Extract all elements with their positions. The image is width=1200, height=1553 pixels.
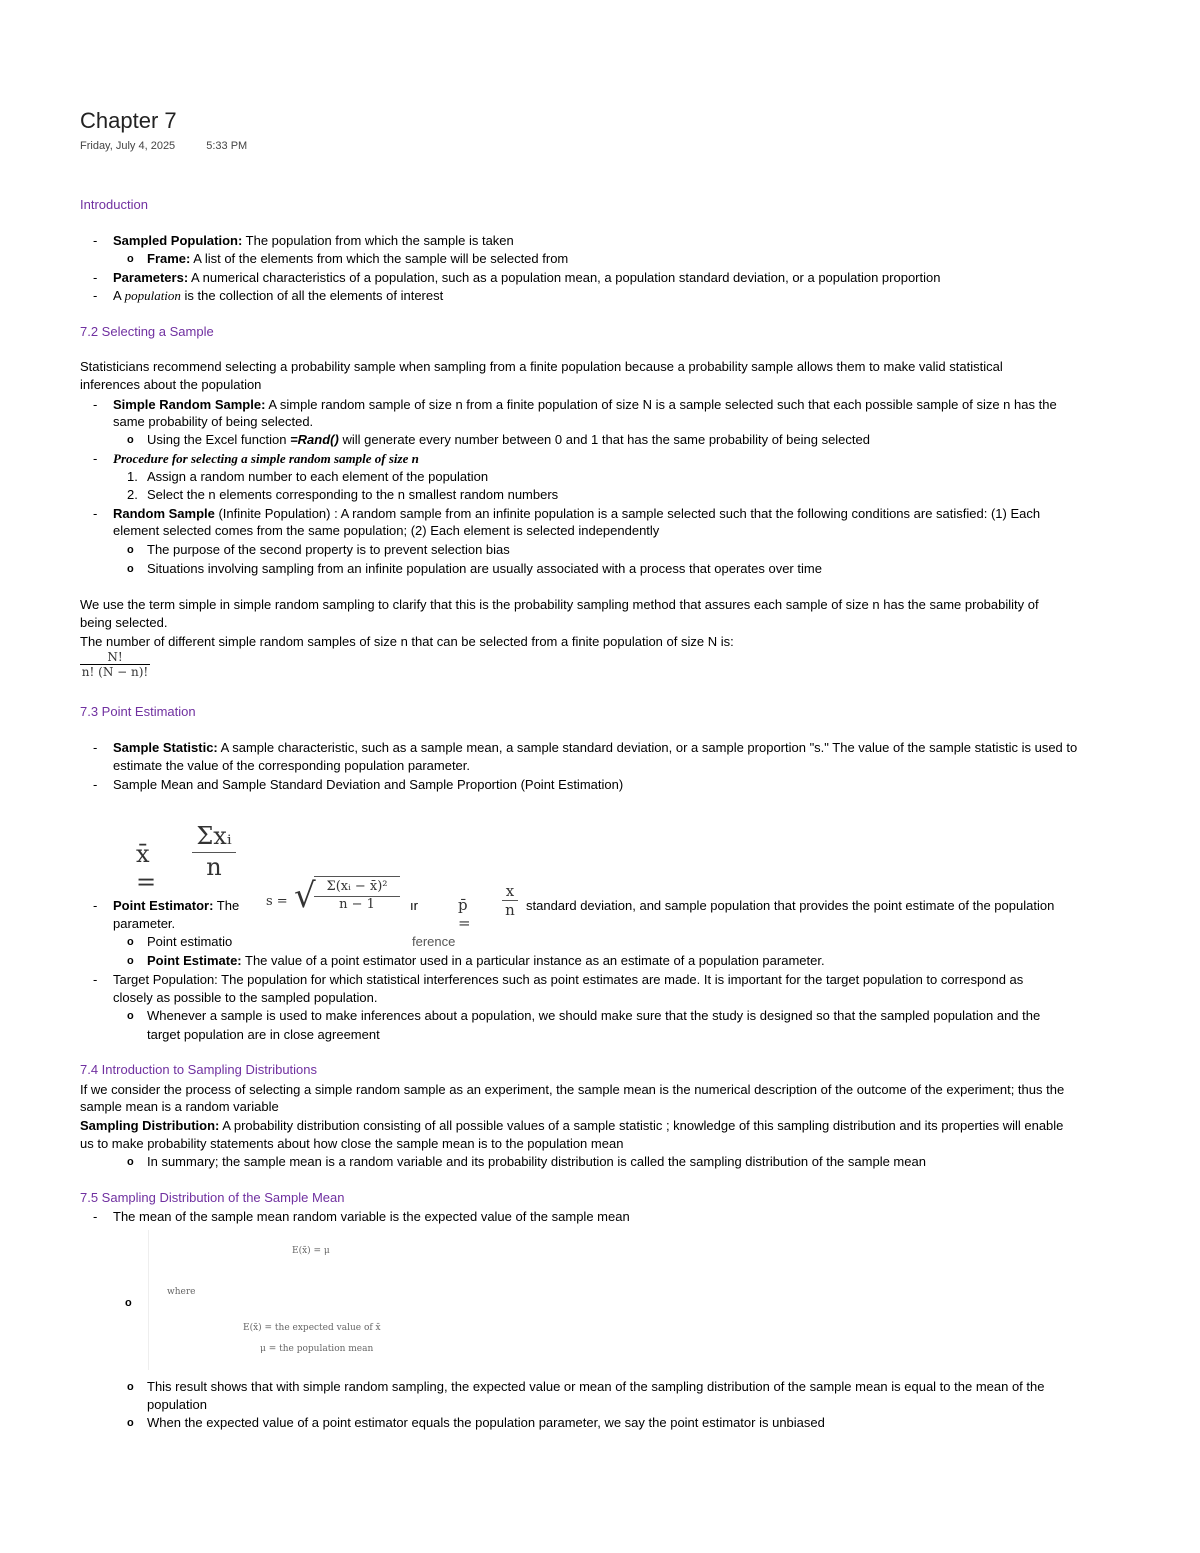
formula-numerator: Σ(xᵢ − x̄)² bbox=[326, 879, 388, 894]
section-heading-7-5: 7.5 Sampling Distribution of the Sample Mean bbox=[80, 1190, 345, 1205]
formula-denominator: n bbox=[502, 900, 518, 919]
formula-numerator: x bbox=[505, 882, 515, 900]
list-item: - A population is the collection of all the elements of interest bbox=[113, 287, 443, 305]
bullet-icon: o bbox=[125, 1297, 132, 1309]
list-item: - Sampled Population: The population from which the sample is taken bbox=[113, 232, 514, 250]
combination-formula bbox=[80, 650, 150, 679]
paragraph: sample mean is a random variable bbox=[80, 1099, 279, 1114]
formula-numerator: N! bbox=[107, 650, 123, 664]
list-item: - Target Population: The population for which statistical interferences such as point estimates are made. It is important for the target population to correspond as bbox=[113, 971, 1023, 989]
paragraph: us to make probability statements about how close the sample mean is to the population mean bbox=[80, 1136, 624, 1151]
list-item: - Sample Mean and Sample Standard Deviation and Sample Proportion (Point Estimation) bbox=[113, 776, 623, 794]
list-item-cont: closely as possible to the sampled population. bbox=[113, 990, 378, 1005]
list-item-cont: target population are in close agreement bbox=[147, 1027, 380, 1042]
list-item-cont: standard deviation, and sample population that provides the point estimate of the population bbox=[526, 898, 1055, 913]
page-time: 5:33 PM bbox=[206, 140, 248, 152]
expected-value-image bbox=[148, 1230, 449, 1370]
list-item: o When the expected value of a point estimator equals the population parameter, we say the point estimator is unbiased bbox=[147, 1414, 825, 1432]
page-date: Friday, July 4, 2025 bbox=[80, 140, 176, 152]
formula-text: E(x̄) = the expected value of x̄ bbox=[243, 1323, 381, 1333]
formula-text: where bbox=[167, 1287, 196, 1297]
section-heading-7-4: 7.4 Introduction to Sampling Distributions bbox=[80, 1062, 318, 1077]
list-item: o The purpose of the second property is to prevent selection bias bbox=[147, 541, 510, 559]
paragraph: We use the term simple in simple random sampling to clarify that this is the probability sampling method that assures each sample of size n has the same probability of bbox=[80, 597, 1039, 612]
list-item: o In summary; the sample mean is a random variable and its probability distribution is called the sampling distribution of the sample mean bbox=[147, 1153, 926, 1171]
list-item: - Parameters: A numerical characteristics of a population, such as a population mean, a population standard deviation, or a population proportion bbox=[113, 269, 940, 287]
list-item: - Sample Statistic: A sample characteristic, such as a sample mean, a sample standard deviation, or a sample proportion "s." The value of the sample statistic is used to bbox=[113, 739, 1077, 757]
list-item-cont: same probability of being selected. bbox=[113, 414, 314, 429]
section-heading-introduction: Introduction bbox=[80, 197, 148, 212]
formula-text: μ = the population mean bbox=[260, 1344, 374, 1354]
page-meta bbox=[80, 140, 275, 152]
list-item-cont: population bbox=[147, 1397, 207, 1412]
list-item: 2. Select the n elements corresponding to the n smallest random numbers bbox=[127, 487, 559, 502]
sample-std-formula: s = √ $\frac{\text{Σ(xᵢ − x̄)²}}{n - 1}$ bbox=[266, 872, 416, 924]
list-item: - Point Estimator: The bbox=[113, 897, 239, 915]
paragraph: inferences about the population bbox=[80, 377, 262, 392]
list-item-cont: estimate the value of the corresponding population parameter. bbox=[113, 758, 471, 773]
paragraph: Sampling Distribution: A probability distribution consisting of all possible values of a sample statistic ; knowledge of this sampling distribution and its properties will enable bbox=[80, 1118, 1064, 1133]
formula-label: s = bbox=[266, 894, 288, 909]
list-item: - Simple Random Sample: A simple random sample of size n from a finite population of size N is a sample selected such that each possible sample of size n has the bbox=[113, 396, 1057, 414]
list-item: o Point Estimate: The value of a point estimator used in a particular instance as an estimate of a population parameter. bbox=[147, 952, 825, 970]
paragraph: The number of different simple random samples of size n that can be selected from a finite population of size N is: bbox=[80, 634, 734, 649]
text-fragment: ference bbox=[412, 934, 456, 949]
page-title: Chapter 7 bbox=[80, 108, 177, 133]
list-item: - Random Sample (Infinite Population) : A random sample from an infinite population is a sample selected such that the following conditions are satisfied: (1) Each bbox=[113, 505, 1040, 523]
list-item: o Whenever a sample is used to make inferences about a population, we should make sure that the study is designed so that the sampled population and the bbox=[147, 1007, 1040, 1025]
list-item-cont: element selected comes from the same population; (2) Each element is selected independently bbox=[113, 523, 660, 538]
formula-denominator: n bbox=[192, 852, 236, 881]
section-heading-7-3: 7.3 Point Estimation bbox=[80, 704, 196, 719]
list-item-cont: parameter. bbox=[113, 916, 176, 931]
formula-denominator: n! (N − n)! bbox=[81, 665, 149, 679]
list-item: 1. Assign a random number to each element of the population bbox=[127, 469, 489, 484]
list-item: o Point estimatio bbox=[147, 933, 232, 951]
list-item: o Using the Excel function =Rand() will generate every number between 0 and 1 that has the same probability of being selected bbox=[147, 431, 870, 449]
formula-denominator: n − 1 bbox=[314, 896, 400, 912]
list-item: o This result shows that with simple random sampling, the expected value or mean of the sampling distribution of the sample mean is equal to the mean of the bbox=[147, 1378, 1044, 1396]
section-heading-7-2: 7.2 Selecting a Sample bbox=[80, 324, 214, 339]
list-item: o Situations involving sampling from an infinite population are usually associated with a process that operates over time bbox=[147, 560, 822, 578]
paragraph: Statisticians recommend selecting a probability sample when sampling from a finite population because a probability sample allows them to make valid statistical bbox=[80, 359, 1003, 374]
formula-text: E(x̄) = μ bbox=[292, 1246, 330, 1256]
list-item: - The mean of the sample mean random variable is the expected value of the sample mean bbox=[113, 1208, 630, 1226]
list-item: o Frame: A list of the elements from which the sample will be selected from bbox=[147, 250, 568, 268]
paragraph: being selected. bbox=[80, 615, 168, 630]
paragraph: If we consider the process of selecting a simple random sample as an experiment, the sample mean is the numerical description of the outcome of the experiment; thus the bbox=[80, 1082, 1065, 1097]
text-fragment: ır bbox=[410, 898, 418, 913]
list-item: - Procedure for selecting a simple random sample of size n bbox=[113, 450, 419, 468]
formula-numerator: Σxᵢ bbox=[196, 822, 232, 850]
